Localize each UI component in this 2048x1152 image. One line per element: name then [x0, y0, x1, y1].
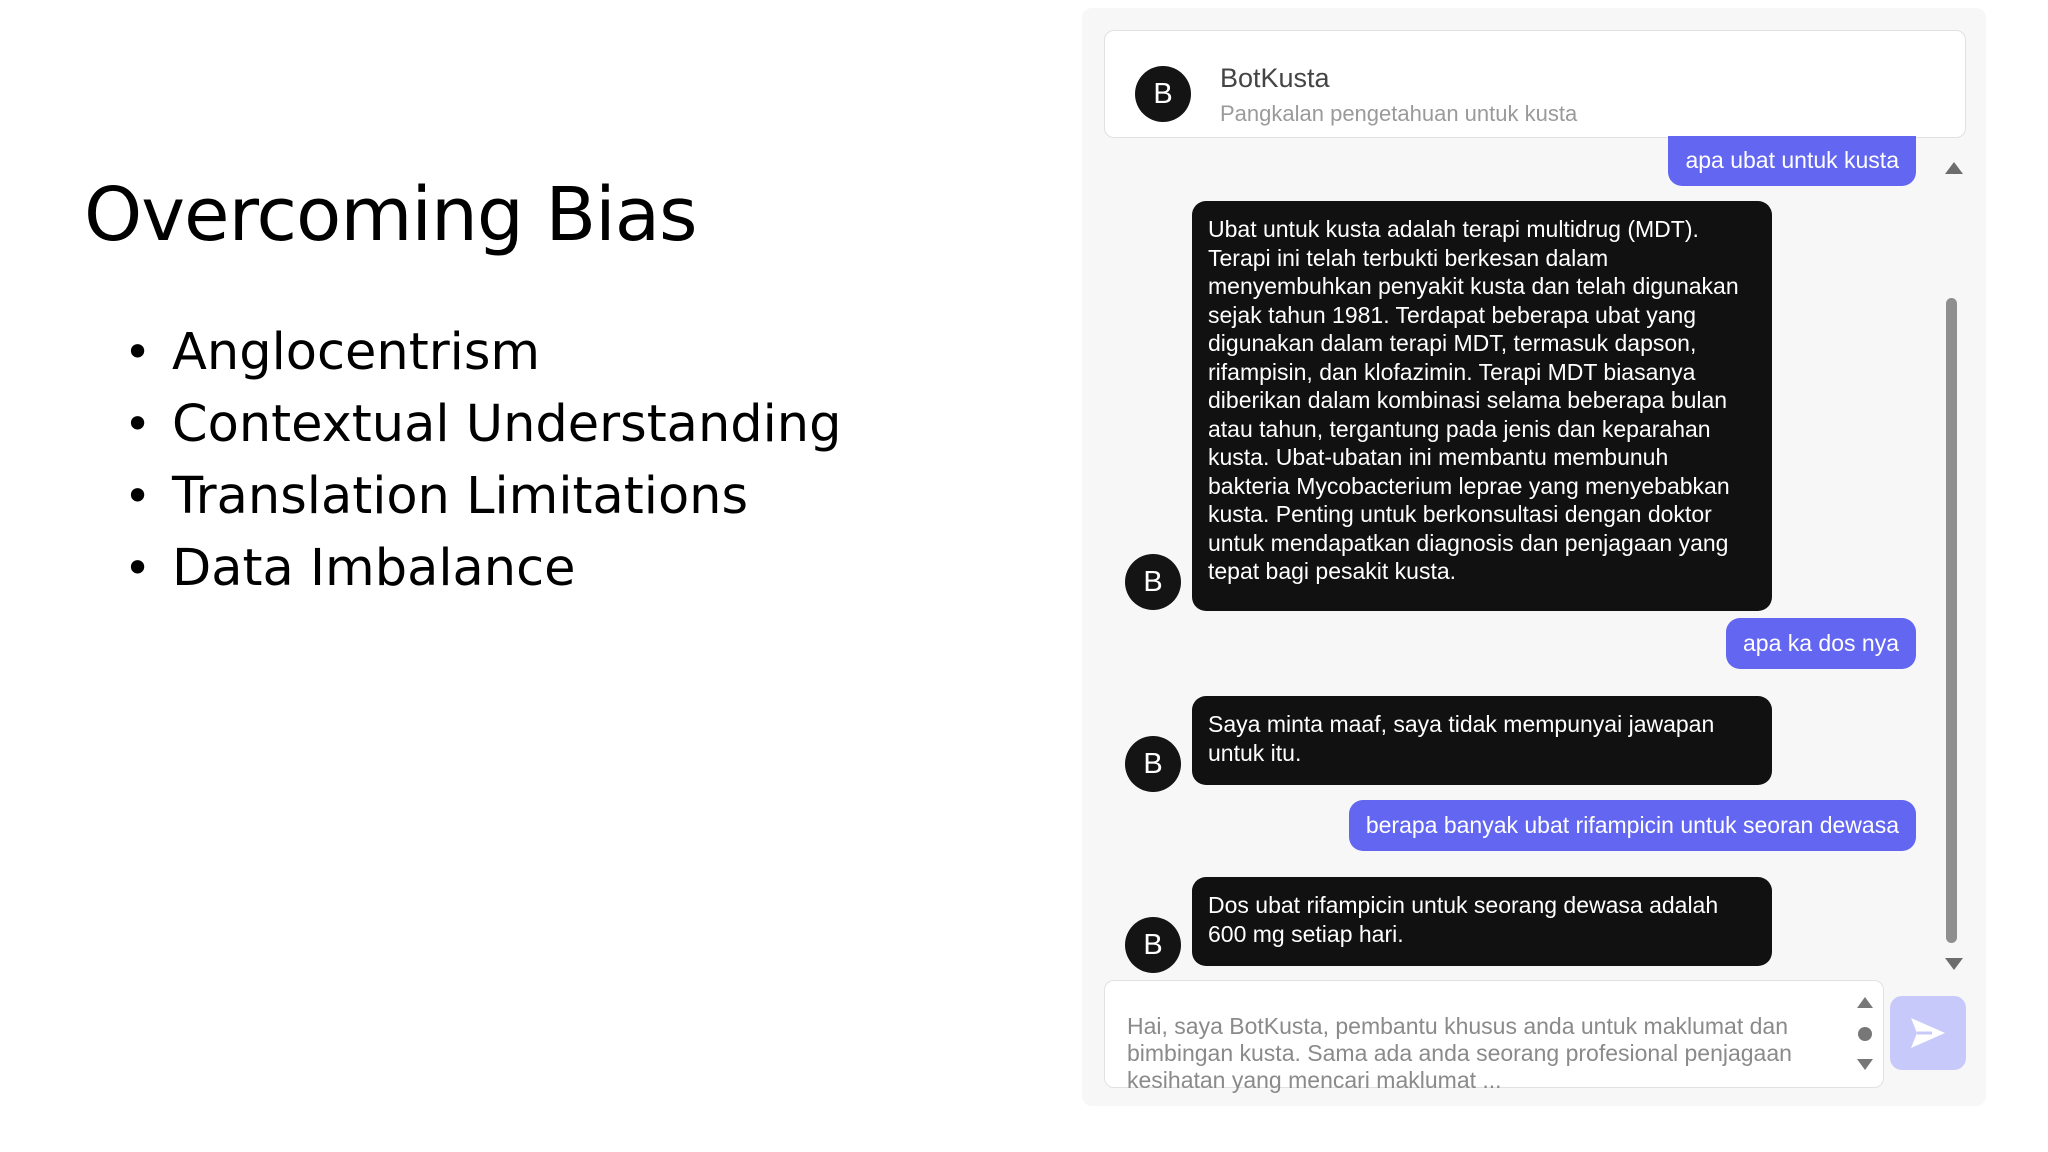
bot-message: Ubat untuk kusta adalah terapi multidrug (MDT). Terapi ini telah terbukti berkesan dalam menyembuhkan penyakit kusta dan telah digunakan sejak tahun 1981. Terdapat beberapa ubat yang digunakan dalam terapi MDT, termasuk dapson, rifampisin, dan klofazimin. Terapi MDT biasanya diberikan dalam kombinasi selama beberapa bulan atau tahun, tergantung pada jenis dan keparahan kusta. Ubat-ubatan ini membantu membunuh bakteria Mycobacterium leprae yang menyebabkan kusta. Penting untuk berkonsultasi dengan doktor untuk mendapatkan diagnosis dan penjagaan yang tepat bagi pesakit kusta. [1192, 201, 1772, 611]
message-input[interactable] [1104, 980, 1884, 1093]
bullet-item [124, 388, 842, 460]
user-message: apa ka dos nya [1726, 618, 1916, 669]
slide-title: Overcoming Bias [84, 172, 697, 258]
chat-scrollbar[interactable] [1942, 118, 1960, 978]
bot-avatar: B [1135, 66, 1191, 122]
bullet-dot: • [124, 325, 152, 379]
bullet-text: Data Imbalance [172, 538, 576, 598]
bullet-list [124, 316, 842, 604]
bot-message: Saya minta maaf, saya tidak mempunyai jawapan untuk itu. [1192, 696, 1772, 785]
scroll-down-arrow-icon[interactable] [1945, 958, 1963, 970]
user-message: apa ubat untuk kusta [1668, 136, 1916, 186]
bullet-item [124, 316, 842, 388]
input-scroll-thumb[interactable] [1858, 1027, 1872, 1041]
scroll-up-arrow-icon[interactable] [1945, 162, 1963, 174]
bullet-text: Contextual Understanding [172, 394, 842, 454]
bullet-text: Translation Limitations [172, 466, 749, 526]
bot-avatar: B [1125, 736, 1181, 792]
user-message: berapa banyak ubat rifampicin untuk seoran dewasa [1349, 800, 1916, 851]
bullet-dot: • [124, 469, 152, 523]
send-arrow-icon [1908, 1015, 1948, 1051]
input-scroll-down-icon[interactable] [1857, 1059, 1873, 1070]
bullet-dot: • [124, 541, 152, 595]
chat-window [1082, 8, 1986, 1106]
bot-subtitle: Pangkalan pengetahuan untuk kusta [1220, 101, 1578, 126]
send-button[interactable] [1890, 996, 1966, 1070]
bot-avatar: B [1125, 554, 1181, 610]
bullet-text: Anglocentrism [172, 322, 541, 382]
chat-header [1104, 30, 1966, 138]
bullet-item [124, 532, 842, 604]
bullet-item [124, 460, 842, 532]
bullet-dot: • [124, 397, 152, 451]
scroll-thumb[interactable] [1946, 298, 1957, 943]
bot-name: BotKusta [1220, 63, 1330, 93]
input-scroll-up-icon[interactable] [1857, 997, 1873, 1008]
bot-message: Dos ubat rifampicin untuk seorang dewasa adalah 600 mg setiap hari. [1192, 877, 1772, 966]
message-input-text[interactable]: Hai, saya BotKusta, pembantu khusus anda untuk maklumat dan bimbingan kusta. Sama ada anda seorang profesional penjagaan kesihatan yang mencari maklumat ... [1127, 1013, 1792, 1093]
input-scrollbar[interactable] [1857, 993, 1875, 1077]
bot-avatar: B [1125, 917, 1181, 973]
